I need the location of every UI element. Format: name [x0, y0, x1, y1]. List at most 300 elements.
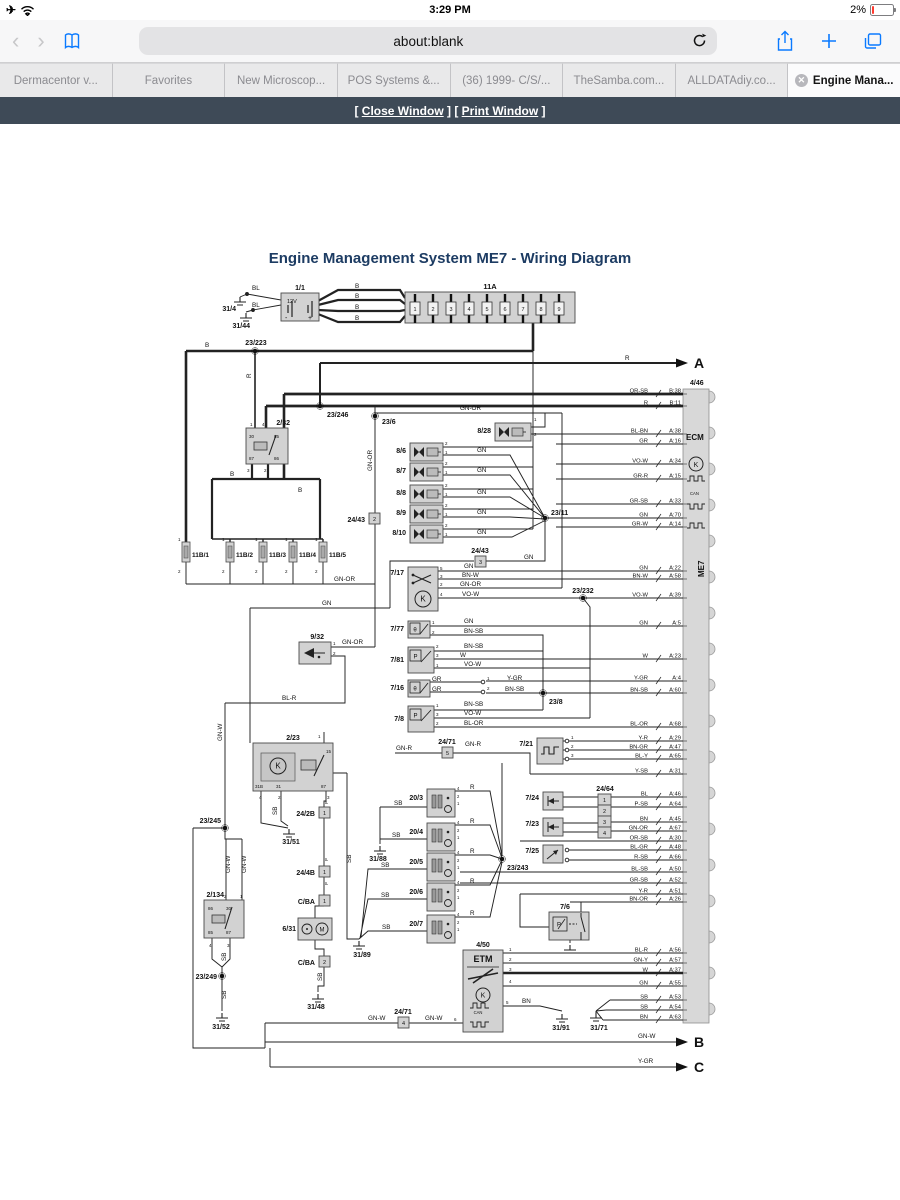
ecm-pin-label: A:38 [669, 428, 681, 435]
wire-color-label: Y-R [638, 888, 648, 895]
flow-arrow-icon [676, 359, 688, 368]
wire-label: 3 [247, 468, 250, 473]
wire-label: B [355, 315, 360, 322]
flow-arrow-icon [676, 1038, 688, 1047]
wire-label: 2 [333, 651, 336, 656]
wire-label: GN [477, 447, 487, 454]
ecm-pin-label: A:26 [669, 896, 681, 903]
fuse-number: 5 [485, 307, 489, 313]
diagram-label: M [319, 927, 325, 934]
ecm-pin-label: A:14 [669, 521, 681, 528]
wire-label: B [355, 304, 360, 311]
wire-label: GN [477, 467, 487, 474]
back-button[interactable]: ‹ [12, 28, 20, 53]
component-7/21 [537, 738, 563, 764]
ecm-pin-label: A:33 [669, 498, 681, 505]
module-11b-label: 11B/2 [236, 552, 253, 559]
ecm-label: 4/46 [690, 380, 704, 387]
wire-label: 3 [327, 795, 330, 800]
wire-label: 1 [457, 865, 460, 870]
wire-label: 1 [457, 927, 460, 932]
wire-label: 3 [440, 574, 443, 579]
connector-label: 24/71 [438, 739, 456, 746]
wire-label: GN-R [465, 741, 482, 748]
battery-percent: 2% [850, 4, 866, 16]
junction-label: 23/11 [551, 510, 569, 517]
connector-pin-number: 2 [602, 809, 607, 815]
relay-coil-icon [301, 760, 316, 770]
wire-label: 1 [457, 835, 460, 840]
wire-label: 1 [436, 663, 439, 668]
close-tab-icon[interactable]: ✕ [795, 74, 808, 87]
wire-label: 1 [571, 735, 574, 740]
diagram-label: P [413, 713, 418, 720]
wire-label: - [285, 315, 288, 322]
wire-label: 4 [457, 786, 460, 791]
component-label: 7/17 [390, 570, 404, 577]
junction-dot [543, 516, 548, 521]
tab-pos-systems[interactable]: POS Systems &... [338, 63, 451, 97]
wire-color-label: VO-W [632, 592, 648, 599]
diagram-label: 2 [178, 569, 181, 574]
ecm-pin-label: A:16 [669, 438, 681, 445]
wire-label: P [324, 881, 329, 885]
component-7/16 [408, 680, 430, 697]
connector-pin-number: 1 [602, 798, 607, 804]
ecm-pin-label: A:46 [669, 791, 681, 798]
flow-arrow-label: B [694, 1034, 705, 1050]
ecm-pin-label: A:48 [669, 844, 681, 851]
wire-label: BN-SB [505, 686, 525, 693]
component-label: 6/31 [282, 926, 296, 933]
wire-label: BL-OR [464, 720, 484, 727]
wire-label: Y-GR [507, 675, 523, 682]
wire-label: B [298, 487, 303, 494]
forward-button[interactable]: › [37, 28, 45, 53]
wire-color-label: BL-BN [630, 428, 648, 435]
ecm-pin-label: A:66 [669, 854, 681, 861]
component-label: 7/23 [525, 821, 539, 828]
wire-label: 1 [432, 620, 435, 625]
wire-label: GN [464, 563, 474, 570]
ecm-pin-label: A:34 [669, 458, 681, 465]
ecm-pin-label: A:45 [669, 816, 681, 823]
ground-label: 31/44 [232, 323, 250, 330]
diagram-label: 1 [255, 537, 258, 542]
wire-label: GN-W [368, 1015, 386, 1022]
wire-label: R [246, 373, 253, 378]
component-label: 7/6 [560, 904, 570, 911]
junction-label: 23/243 [507, 865, 529, 872]
wire-label: GN-OR [460, 405, 481, 412]
wire-label: 1 [240, 894, 243, 899]
wire-label: 30 [249, 434, 255, 439]
status-bar [0, 0, 900, 20]
wire-color-label: GN [639, 620, 648, 627]
wire-label: 4 [457, 912, 460, 917]
wire-label: SB [221, 952, 228, 961]
ground-icon [283, 829, 295, 837]
wire-label: VO-W [462, 591, 480, 598]
wire-color-label: GR-SB [629, 877, 648, 884]
wire-color-label: BN [639, 1014, 648, 1021]
ecm-pin-label: A:53 [669, 994, 681, 1001]
wire-label: GN-W [638, 1033, 656, 1040]
wire-label: GN [477, 489, 487, 496]
ecm-pin-label: A:65 [669, 753, 681, 760]
diagram-label: θ [413, 627, 417, 634]
fuse-number: 8 [539, 307, 543, 313]
ignition-coil-icon [432, 921, 436, 934]
print-window-link[interactable]: Print Window [461, 103, 539, 118]
wire-color-label: P-SB [634, 801, 648, 808]
ecm-pin-label: A:5 [672, 620, 681, 627]
wire-label: BN-SB [464, 643, 484, 650]
ecm-pin-label: A:67 [669, 825, 681, 832]
wire-label: 4 [440, 592, 443, 597]
tab-alldatadiy[interactable]: ALLDATAdiy.co... [676, 63, 789, 97]
wire-color-label: GN-OR [628, 825, 648, 832]
wire-label: 3 [227, 943, 230, 948]
wire-color-label: GN-Y [633, 957, 648, 964]
diagram-label: P [413, 654, 418, 661]
wire-label: 2 [457, 920, 460, 925]
wire-label: 15 [326, 749, 332, 754]
wire-label: 3 [436, 653, 439, 658]
wire-label: 4 [259, 795, 262, 800]
wire-label: W [460, 652, 466, 659]
component-label: 7/16 [390, 685, 404, 692]
wire-color-label: GR [639, 438, 648, 445]
connector-label: 24/71 [394, 1009, 412, 1016]
component-7/17 [408, 567, 438, 611]
diagram-label: 2 [255, 569, 258, 574]
wire-label: 4 [209, 943, 212, 948]
junction-dot [541, 691, 546, 696]
wire-color-label: BL-OR [630, 721, 648, 728]
relay-coil-icon [212, 915, 225, 923]
wire-label: 30 [226, 906, 232, 911]
wire-label: SB [317, 972, 324, 981]
wire-label: 1 [445, 492, 448, 497]
ground-label: 31/91 [552, 1025, 570, 1032]
connector-label: C/BA [297, 960, 315, 967]
tab-engine-management[interactable]: ✕ Engine Mana... [788, 63, 900, 97]
wire-label: 1 [445, 470, 448, 475]
ecm-pin-label: A:70 [669, 512, 681, 519]
wire-color-label: BL-Y [635, 753, 648, 760]
component-label: 20/3 [409, 795, 423, 802]
junction-label: 23/249 [195, 974, 217, 981]
wire-label: 1 [487, 676, 490, 681]
wire-label: 2 [432, 630, 435, 635]
ecm-pin-label: A:37 [669, 967, 681, 974]
banner-text: [ Close Window ] [ Print Window ] [354, 103, 546, 118]
fuse-number: 1 [413, 307, 417, 313]
wire-label: 6 [454, 1017, 457, 1022]
ignition-coil-icon [432, 829, 436, 842]
wire-label: 5 [506, 1000, 509, 1005]
wire-label: 2 [436, 721, 439, 726]
ground-label: 31/88 [369, 856, 387, 863]
wire-label: 1 [445, 512, 448, 517]
wire-label: 1 [457, 801, 460, 806]
wire-color-label: BN-GR [629, 744, 648, 751]
wire-color-label: BL-SB [631, 866, 648, 873]
flow-arrow-label: C [694, 1059, 705, 1075]
wire-label: CAN [473, 1010, 483, 1015]
wire-label: 2 [457, 794, 460, 799]
tab-1999-cs[interactable]: (36) 1999- C/S/... [451, 63, 564, 97]
tab-favorites[interactable]: Favorites [113, 63, 226, 97]
wire-label: 4 [457, 880, 460, 885]
wire-label: 2 [487, 686, 490, 691]
ground-icon [216, 1013, 228, 1021]
fusebox-label: 11A [483, 282, 497, 291]
component-7/77 [408, 621, 430, 638]
diagram-label: 2 [222, 569, 225, 574]
component-label: 7/25 [525, 848, 539, 855]
tab-new-microscope[interactable]: New Microscop... [225, 63, 338, 97]
wire-label: SB [221, 990, 228, 999]
wire-label: 2 [264, 468, 267, 473]
ecm-pin-label: A:29 [669, 735, 681, 742]
tab-thesamba[interactable]: TheSamba.com... [563, 63, 676, 97]
connector-pin-number: 2 [372, 517, 377, 523]
wire-color-label: BN-SB [630, 687, 648, 694]
tabs-overview-icon[interactable] [862, 30, 884, 52]
component-label: 8/8 [396, 490, 406, 497]
junction-label: 23/245 [199, 818, 221, 825]
component-label: 7/21 [519, 741, 533, 748]
wire-label: P [324, 857, 329, 861]
wire-color-label: BL-GR [630, 844, 648, 851]
wire-label: SB [381, 892, 390, 899]
junction-dot [220, 974, 225, 979]
component-label: 20/7 [409, 921, 423, 928]
ecm-pin-label: A:63 [669, 1014, 681, 1021]
ecm-pin-label: A:23 [669, 653, 681, 660]
wire-label: BL [252, 285, 260, 292]
junction-label: 23/232 [572, 588, 594, 595]
wire-color-label: BN-W [632, 573, 648, 580]
component-label: 7/77 [390, 626, 404, 633]
module-11b-label: 11B/5 [329, 552, 346, 559]
wire-color-label: Y-GR [634, 675, 648, 682]
wire-color-label: BN [639, 816, 648, 823]
ecm-pin-label: B:38 [669, 388, 681, 395]
junction-label: 23/223 [245, 340, 267, 347]
component-label: 20/6 [409, 889, 423, 896]
ground-label: 31/52 [212, 1024, 230, 1031]
k-diagnostic-icon: K [480, 992, 486, 1000]
wire-label: B [205, 342, 210, 349]
wire-label: 2 [436, 644, 439, 649]
connector-label: 24/43 [347, 517, 365, 524]
ecm-pin-label: A:15 [669, 473, 681, 480]
junction-dot [581, 596, 586, 601]
wire-label: B [355, 293, 360, 300]
wire-label: GN [464, 618, 474, 625]
wire-label: GN-OR [334, 576, 355, 583]
new-tab-icon[interactable] [818, 30, 840, 52]
close-window-link[interactable]: Close Window [361, 103, 444, 118]
flow-arrow-icon [676, 1063, 688, 1072]
ignition-coil-icon [432, 889, 436, 902]
wire-label: GN-W [217, 723, 224, 741]
wire-color-label: Y-R [638, 735, 648, 742]
wire-label: 3 [509, 967, 512, 972]
wire-label: R [470, 848, 475, 855]
url-field[interactable] [139, 27, 717, 55]
wire-label: 1 [457, 895, 460, 900]
module-11b-label: 11B/1 [192, 552, 209, 559]
wire-color-label: GR-W [631, 521, 648, 528]
connector-pin-number: 1 [322, 870, 327, 876]
junction-dot [500, 857, 505, 862]
wifi-icon [20, 5, 35, 16]
wire-label: GR [432, 686, 442, 693]
ground-icon [240, 313, 252, 321]
wire-label: R [470, 818, 475, 825]
connector-pin-number: 4 [401, 1021, 406, 1027]
ground-label: 31/71 [590, 1025, 608, 1032]
component-label: 4/50 [476, 942, 490, 949]
wire-color-label: R [643, 400, 648, 407]
wire-label: GN [477, 529, 487, 536]
wire-label: 87 [249, 456, 255, 461]
wire-label: GN-R [396, 745, 413, 752]
component-label: 20/5 [409, 859, 423, 866]
wire-color-label: SB [640, 994, 648, 1001]
fuse-number: 7 [521, 307, 525, 313]
wire-label: B [230, 471, 235, 478]
diagram-label: 1 [285, 537, 288, 542]
wire-label: GN [322, 600, 332, 607]
wire-color-label: SB [640, 1004, 648, 1011]
wire-color-label: W [642, 967, 648, 974]
ecm-pin-label: A:54 [669, 1004, 681, 1011]
page-content [0, 124, 900, 1200]
wire-label: 2 [457, 828, 460, 833]
module-11b-label: 11B/3 [269, 552, 286, 559]
wire-label: 2 [509, 957, 512, 962]
junction-label: 23/6 [382, 419, 396, 426]
connector-pin-number: 4 [602, 831, 607, 837]
component-label: 20/4 [409, 829, 423, 836]
wire-label: SB [272, 806, 279, 815]
wire-label: 4 [509, 979, 512, 984]
wire-label: GN-OR [367, 450, 374, 471]
wire-color-label: BL-R [634, 947, 648, 954]
wire-label: 87 [321, 784, 327, 789]
wire-label: 2 [278, 795, 281, 800]
junction-label: 23/246 [327, 412, 349, 419]
wire-label: ETM [473, 954, 493, 964]
connector-pin-number: 1 [322, 899, 327, 905]
k-diagnostic-icon: K [275, 761, 281, 771]
diagram-label: 2 [285, 569, 288, 574]
junction-dot [223, 826, 228, 831]
wire-color-label: VO-W [632, 458, 648, 465]
tab-dermacentor[interactable]: Dermacentor v... [0, 63, 113, 97]
wire-label: 1 [445, 450, 448, 455]
connector-label: 24/4B [296, 870, 315, 877]
component-label: 2/23 [286, 735, 300, 742]
ground-label: 31/4 [222, 306, 236, 313]
reload-icon[interactable] [691, 32, 708, 52]
connector-pin-number: 1 [322, 811, 327, 817]
ground-icon [353, 941, 365, 949]
wire-label: R [625, 355, 630, 362]
connector-label: C/BA [297, 899, 315, 906]
connector-pin-number: 3 [602, 820, 607, 826]
component-label: 8/9 [396, 510, 406, 517]
wire-label: ECM [686, 433, 704, 442]
wire-label: BL-R [282, 695, 297, 702]
wire-label: P [324, 800, 329, 804]
wire-label: SB [381, 862, 390, 869]
airplane-mode-icon: ✈ [6, 3, 17, 17]
share-icon[interactable] [774, 30, 796, 52]
diagram-label: P [556, 922, 562, 929]
wire-label: 5 [440, 566, 443, 571]
bookmarks-icon[interactable] [61, 30, 83, 52]
junction-dot [253, 349, 258, 354]
battery-icon [870, 4, 894, 16]
wire-label: GN [477, 509, 487, 516]
wire-label: B [355, 283, 360, 290]
wire-label: GN-W [241, 855, 248, 873]
ecm-connector-strip [683, 389, 709, 1023]
relay-coil-icon [254, 442, 267, 450]
wire-label: GN-OR [460, 581, 481, 588]
wiring-diagram [0, 124, 900, 1200]
wire-label: 1 [534, 417, 537, 422]
url-text: about:blank [393, 33, 464, 49]
fuse-number: 6 [503, 307, 507, 313]
wire-label: 2 [445, 461, 448, 466]
ecm-pin-label: A:58 [669, 573, 681, 580]
wire-label: VO-W [464, 661, 482, 668]
diagram-label: θ [413, 686, 417, 693]
component-label: 8/28 [477, 428, 491, 435]
wire-label: 1 [318, 734, 321, 739]
wire-label: 12V [287, 299, 297, 305]
wire-label: GR [432, 676, 442, 683]
diagram-label: 1 [222, 537, 225, 542]
k-diagnostic-icon: K [420, 594, 426, 604]
fuse-number: 3 [449, 307, 453, 313]
wire-color-label: R-SB [634, 854, 648, 861]
ground-label: 31/89 [353, 952, 371, 959]
wire-label: 85 [208, 930, 214, 935]
wire-label: 1 [509, 947, 512, 952]
wire-label: 2 [457, 888, 460, 893]
fuse-number: 9 [557, 307, 561, 313]
wire-label: GN-W [225, 855, 232, 873]
ecm-pin-label: A:22 [669, 565, 681, 572]
wire-label: 1 [333, 641, 336, 646]
ground-label: 31/48 [307, 1004, 325, 1011]
component-label: 2/134 [206, 892, 224, 899]
k-diagnostic-icon: K [693, 462, 699, 469]
wire-label: 4 [262, 422, 265, 427]
wire-label: SB [392, 832, 401, 839]
ground-label: 31/51 [282, 839, 300, 846]
ecm-pin-label: A:47 [669, 744, 681, 751]
wire-label: + [308, 315, 313, 322]
